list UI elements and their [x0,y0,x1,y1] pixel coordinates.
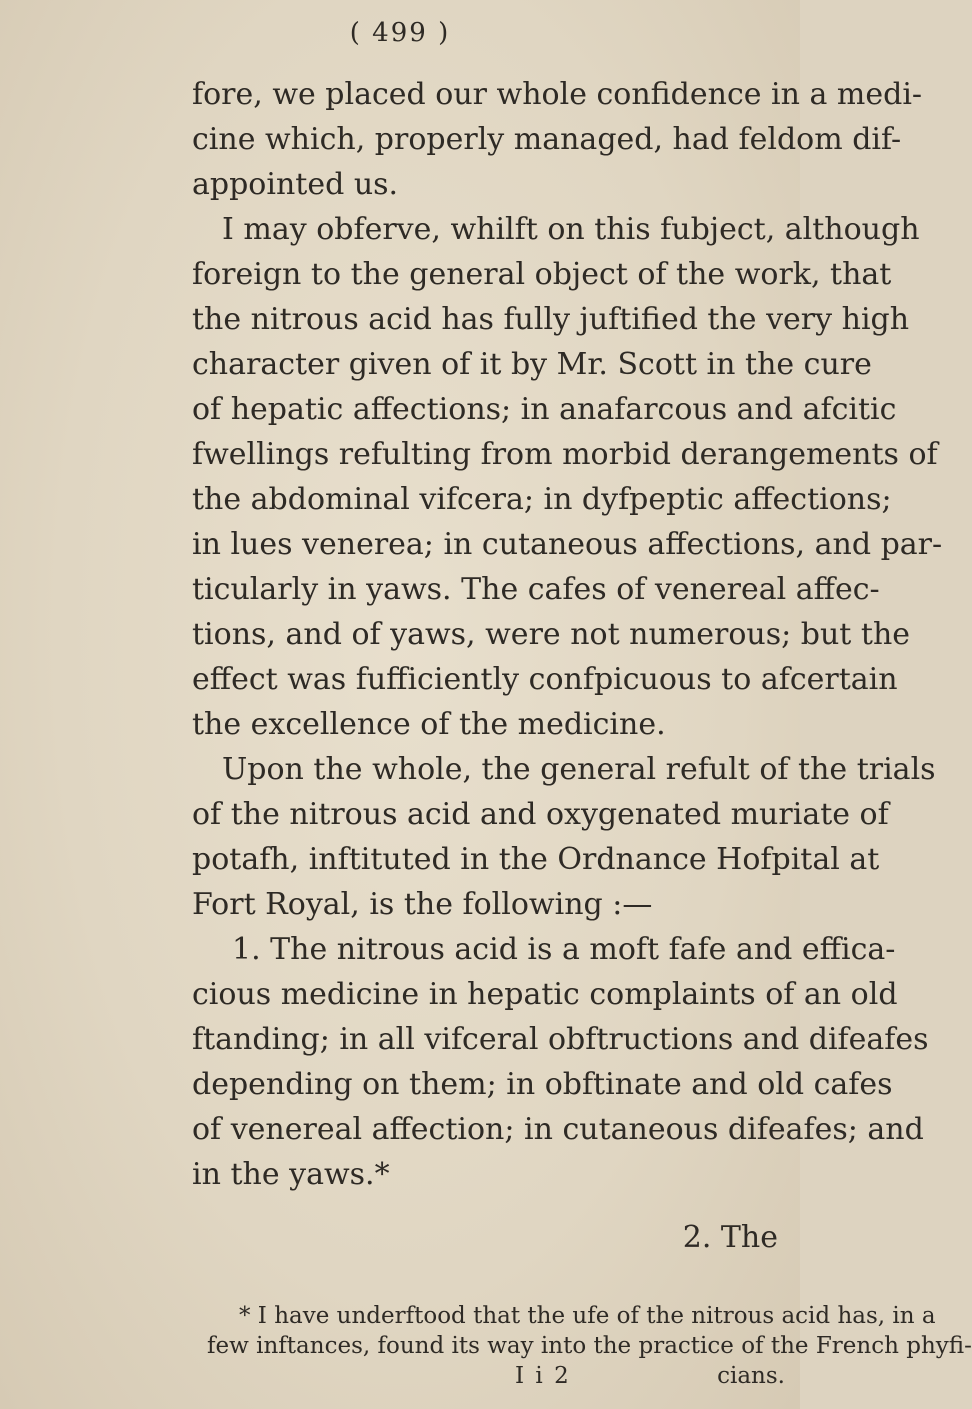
text-line: of hepatic affections; in anafarcous and afcitic [192,392,897,427]
text-line: cine which, properly managed, had feldom dif- [192,122,902,157]
text-line: of venereal affection; in cutaneous difeafes; and [192,1112,924,1147]
footnote [207,1301,972,1391]
text-line: potafh, inftituted in the Ordnance Hofpital at [192,842,880,877]
text-line: the nitrous acid has fully juftified the very high [192,302,910,337]
signature-mark: I i 2 [515,1363,571,1389]
text-line: Fort Royal, is the following :— [192,887,653,922]
footer-row [207,1361,795,1391]
text-line: character given of it by Mr. Scott in the cure [192,347,872,382]
footnote-catchword: cians. [717,1363,785,1389]
text-line: effect was fufficiently confpicuous to afcertain [192,662,898,697]
paragraph-start-line: 1. The nitrous acid is a moft fafe and effica- [232,932,896,967]
text-line: tions, and of yaws, were not numerous; but the [192,617,911,652]
body-text [192,72,943,1260]
text-line: the excellence of the medicine. [192,707,666,742]
text-line: appointed us. [192,167,399,202]
footnote-line: * I have underftood that the ufe of the nitrous acid has, in a [239,1303,936,1329]
text-line: the abdominal vifcera; in dyfpeptic affections; [192,482,892,517]
text-line: in the yaws.* [192,1157,390,1192]
text-line: in lues venerea; in cutaneous affections, and par- [192,527,943,562]
text-line: ticularly in yaws. The cafes of venereal affec- [192,572,880,607]
text-line: depending on them; in obftinate and old cafes [192,1067,893,1102]
text-line: foreign to the general object of the work, that [192,257,892,292]
text-line: cious medicine in hepatic complaints of an old [192,977,898,1012]
catchword: 2. The [682,1220,778,1255]
footnote-line: few inftances, found its way into the practice of the French phyfi- [207,1333,972,1359]
text-line: fore, we placed our whole confidence in a medi- [192,77,923,112]
page-number: ( 499 ) [349,18,451,48]
text-line: fwellings refulting from morbid derangements of [192,437,938,472]
text-line: of the nitrous acid and oxygenated muriate of [192,797,889,832]
paragraph-start-line: Upon the whole, the general refult of the trials [222,752,936,787]
paragraph-start-line: I may obferve, whilft on this fubject, although [222,212,920,247]
text-line: ftanding; in all vifceral obftructions and difeafes [192,1022,929,1057]
